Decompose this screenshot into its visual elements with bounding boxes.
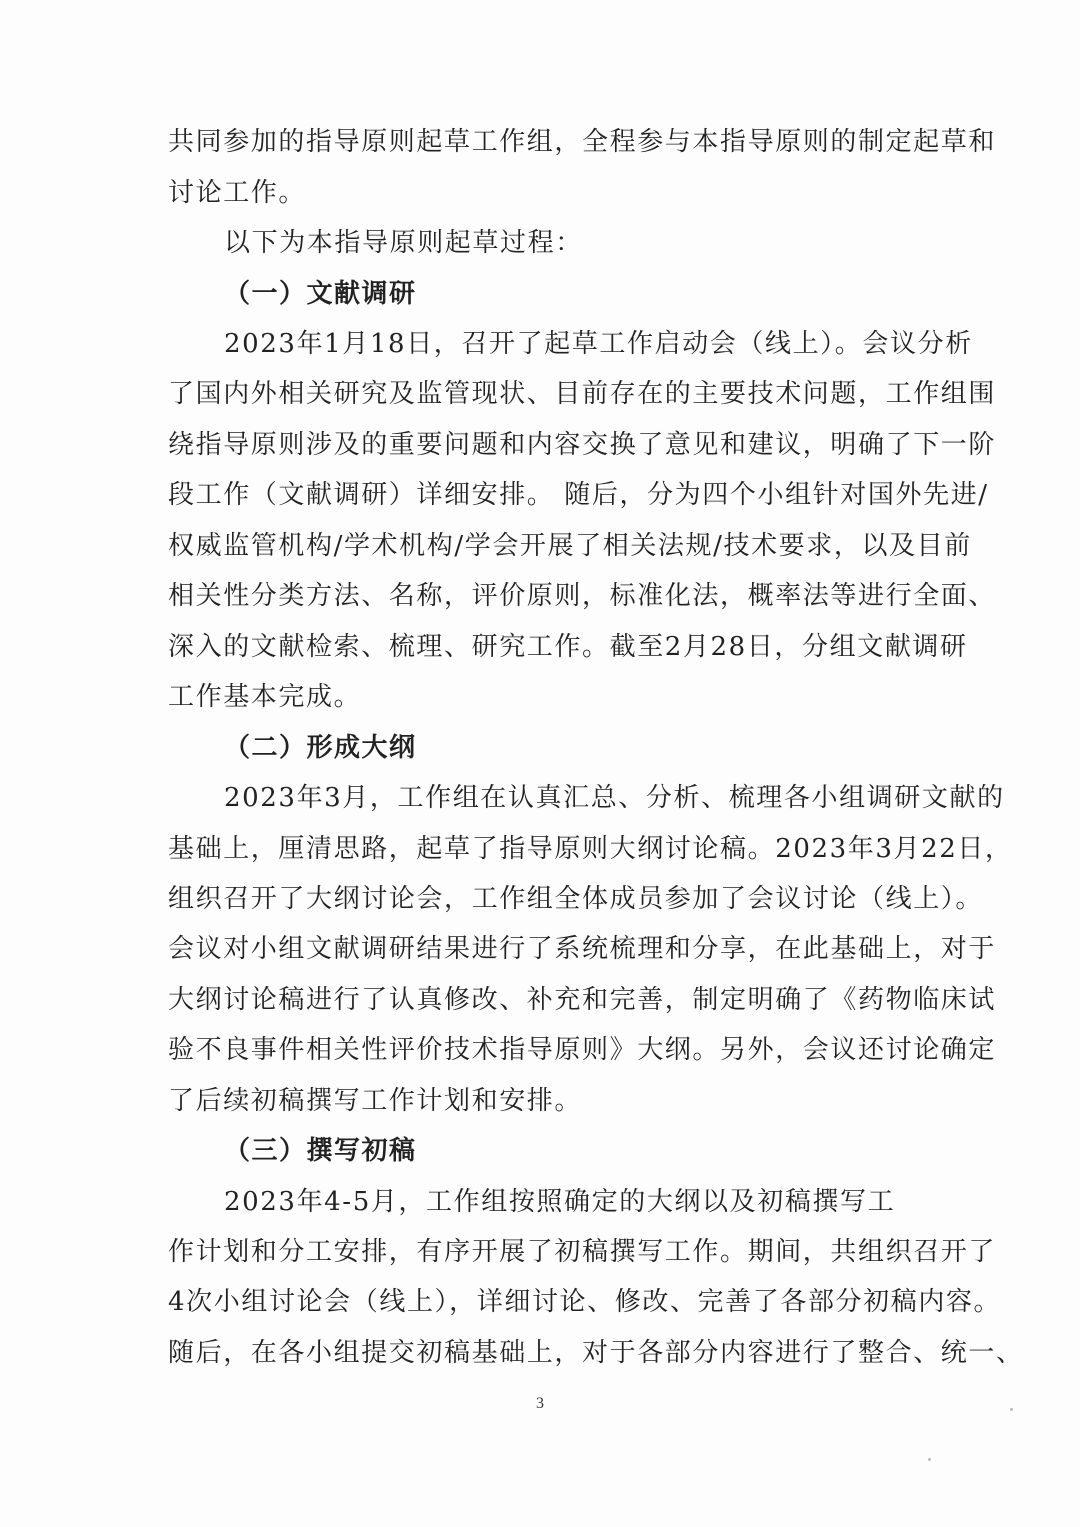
- text-line: 2023年1月18日，召开了起草工作启动会（线上）。会议分析: [224, 329, 973, 359]
- text-line: 作计划和分工安排，有序开展了初稿撰写工作。期间，共组织召开了: [168, 1237, 997, 1267]
- text-line: 组织召开了大纲讨论会，工作组全体成员参加了会议讨论（线上）。: [168, 884, 984, 914]
- text-line: 2023年3月，工作组在认真汇总、分析、梳理各小组调研文献的: [224, 783, 1005, 813]
- text-line: 以下为本指导原则起草过程：: [224, 228, 583, 258]
- section-heading-2: （二）形成大纲: [224, 733, 417, 763]
- text-line: 基础上，厘清思路，起草了指导原则大纲讨论稿。2023年3月22日，: [168, 834, 1013, 864]
- section-heading-3: （三）撰写初稿: [224, 1136, 417, 1166]
- text-line: 相关性分类方法、名称，评价原则，标准化法，概率法等进行全面、: [168, 581, 997, 611]
- text-line: 验不良事件相关性评价技术指导原则》大纲。另外，会议还讨论确定: [168, 1035, 997, 1065]
- text-line: 了国内外相关研究及监管现状、目前存在的主要技术问题，工作组围: [168, 379, 997, 409]
- scan-speck: [928, 1458, 931, 1461]
- text-line: 权威监管机构/学术机构/学会开展了相关法规/技术要求，以及目前: [168, 531, 972, 561]
- text-line: 讨论工作。: [168, 178, 307, 208]
- text-line: 了后续初稿撰写工作计划和安排。: [168, 1086, 583, 1116]
- page-number: 3: [536, 1395, 544, 1412]
- text-line: 大纲讨论稿进行了认真修改、补充和完善，制定明确了《药物临床试: [168, 985, 997, 1015]
- scan-speck: [1010, 1408, 1013, 1411]
- text-line: 会议对小组文献调研结果进行了系统梳理和分享，在此基础上，对于: [168, 934, 997, 964]
- text-line: 深入的文献检索、梳理、研究工作。截至2月28日，分组文献调研: [168, 632, 968, 662]
- text-line: 4次小组讨论会（线上），详细讨论、修改、完善了各部分初稿内容。: [168, 1287, 1002, 1317]
- text-line: 随后，在各小组提交初稿基础上，对于各部分内容进行了整合、统一、: [168, 1338, 1024, 1368]
- text-line: 共同参加的指导原则起草工作组，全程参与本指导原则的制定起草和: [168, 127, 997, 157]
- text-line: 工作基本完成。: [168, 682, 362, 712]
- section-heading-1: （一）文献调研: [224, 279, 417, 309]
- text-line: 2023年4-5月，工作组按照确定的大纲以及初稿撰写工: [224, 1187, 896, 1217]
- text-line: 绕指导原则涉及的重要问题和内容交换了意见和建议，明确了下一阶: [168, 430, 997, 460]
- text-line: 段工作（文献调研）详细安排。 随后，分为四个小组针对国外先进/: [168, 480, 989, 510]
